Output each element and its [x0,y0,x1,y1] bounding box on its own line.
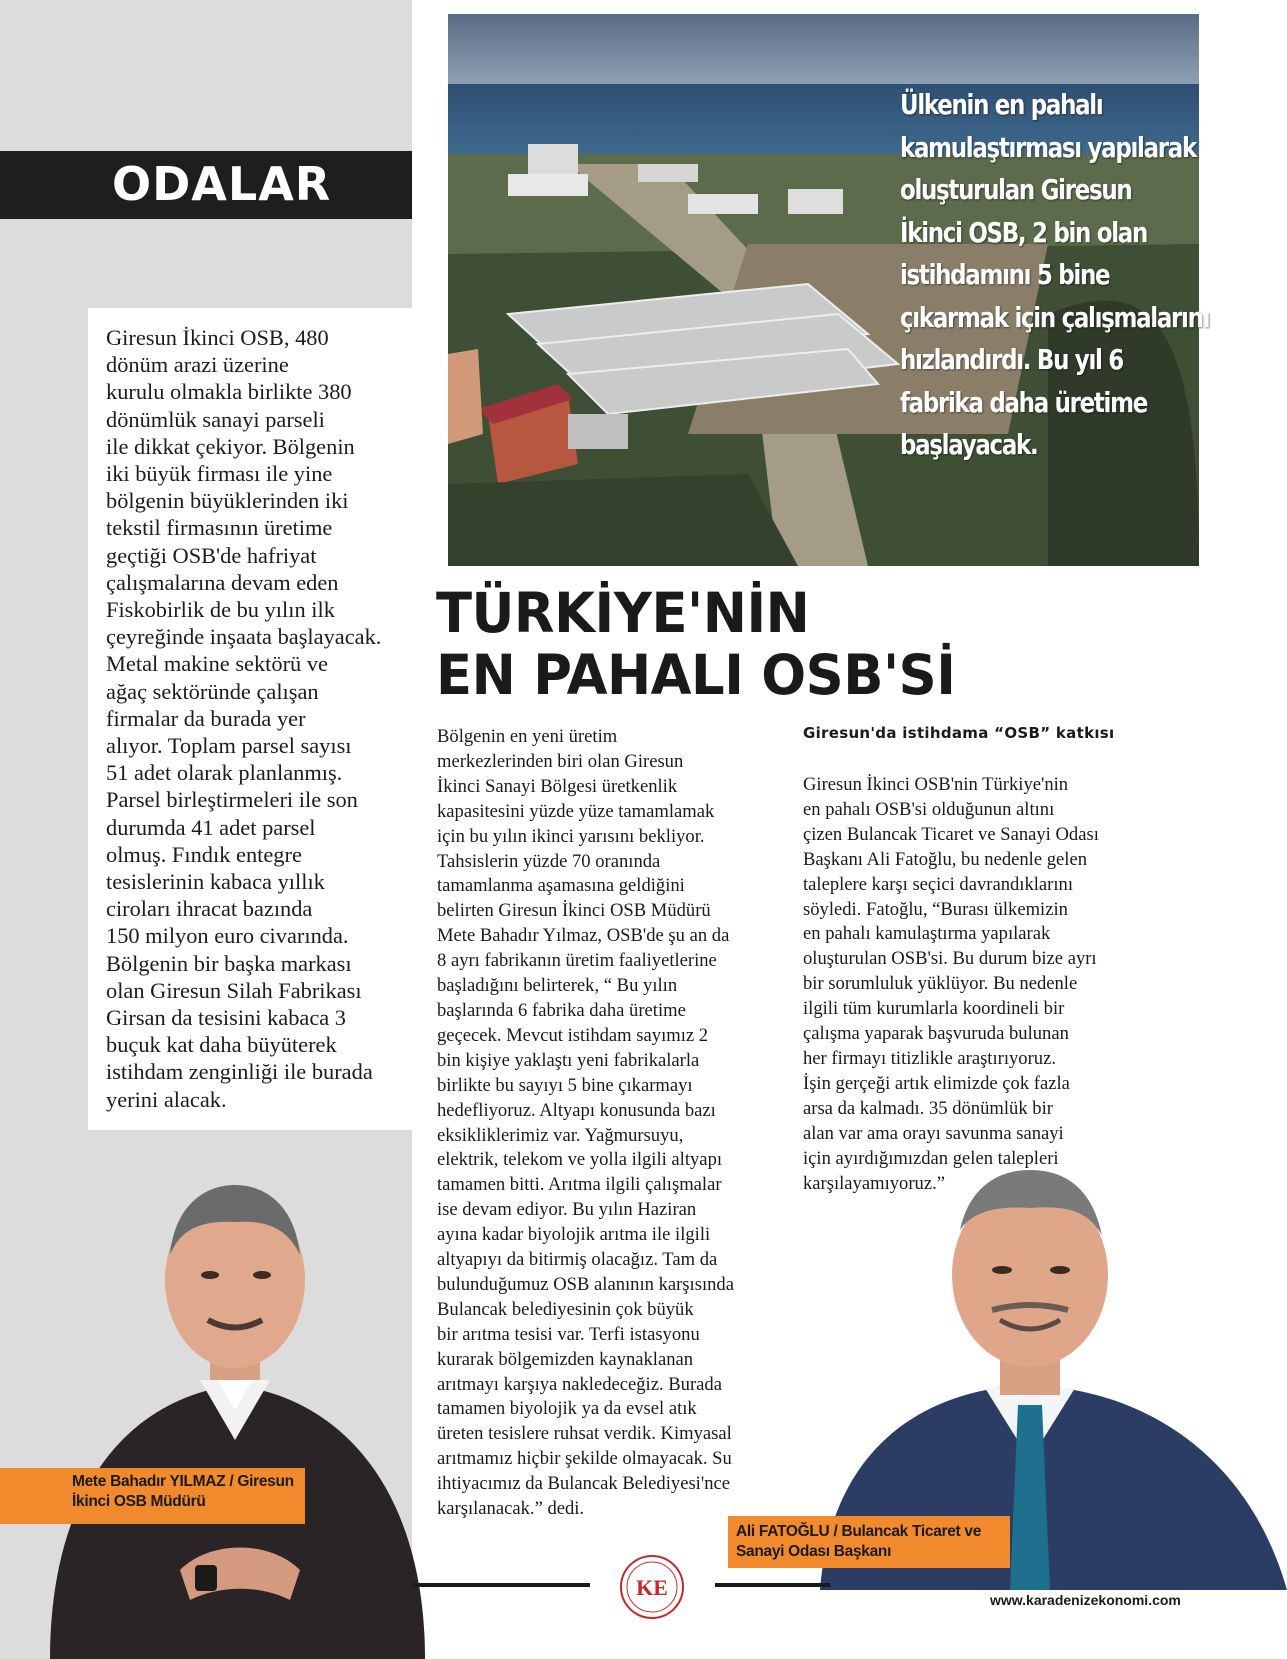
sidebar-line: Giresun İkinci OSB, 480 [106,325,329,350]
hero-line: Ülkenin en pahalı [900,88,1103,121]
hero-line: istihdamını 5 bine [900,258,1110,291]
article-line: ayına kadar biyolojik arıtma ile ilgili [437,1224,711,1246]
sidebar-line: ile dikkat çekiyor. Bölgenin [106,433,355,459]
article-line: altyapıyı da bitirmiş olacağız. Tam da [437,1249,718,1271]
article-line: arıtmayı karşıya nakledeceğiz. Burada [437,1373,722,1395]
sidebar-line: Parsel birleştirmeleri ile son [106,787,358,813]
sidebar-line: tesislerinin kabaca yıllık [106,869,325,895]
article-line: arıtmamız hiçbir şekilde olmayacak. Su [437,1448,732,1470]
mete-yilmaz-photo [30,1170,440,1659]
sidebar-line: iki büyük firması ile yine [106,461,333,487]
article-headline [436,582,955,706]
section-label: ODALAR [112,157,332,211]
article-line: bir arıtma tesisi var. Terfi istasyonu [437,1323,700,1345]
hero-line: başlayacak. [900,428,1038,461]
article-line: bulunduğumuz OSB alanının karşısında [437,1273,734,1295]
article-line: arsa da kalmadı. 35 dönümlük bir [803,1097,1053,1119]
article-line: Bulancak belediyesinin çok büyük [437,1298,694,1320]
article-line: geçecek. Mevcut istihdam sayımız 2 [437,1024,709,1046]
caption-mete-yilmaz [0,1468,305,1524]
article-line: elektrik, telekom ve yolla ilgili altyapı [437,1149,723,1171]
hero-line: İkinci OSB, 2 bin olan [900,215,1148,249]
sidebar-line: istihdam zenginliği ile burada [106,1059,373,1085]
caption-ali-fatoglu [728,1516,1010,1568]
article-line: bin kişiye yaklaştı yeni fabrikalarla [437,1049,700,1071]
article-line: üreten tesislere ruhsat verdik. Kimyasal [437,1423,732,1445]
sidebar-line: bölgenin büyüklerinden iki [106,488,349,514]
article-line: Giresun İkinci OSB'nin Türkiye'nin [803,774,1069,795]
sidebar-line: Metal makine sektörü ve [106,651,328,677]
article-line: her firmayı titizlikle araştırıyoruz. [803,1047,1056,1069]
article-line: başlarında 6 fabrika daha üretime [437,999,686,1021]
hero-line: çıkarmak için çalışmalarını [900,300,1210,334]
sidebar-line: yerini alacak. [106,1086,227,1112]
sidebar-line: 51 adet olarak planlanmış. [106,760,343,786]
article-line: bir sorumluluk yüklüyor. Bu nedenle [803,973,1078,995]
sidebar-box [88,308,412,1130]
sidebar-line: ağaç sektöründe çalışan [106,678,319,704]
sidebar-line: Fiskobirlik de bu yılın ilk [106,597,335,623]
hero-line: kamulaştırması yapılarak [900,130,1196,164]
sidebar-line: geçtiği OSB'de hafriyat [106,542,317,568]
caption-line: Mete Bahadır YILMAZ / Giresun [72,1473,294,1490]
website-url[interactable]: www.karadenizekonomi.com [990,1592,1181,1608]
article-line: ihtiyacımız da Bulancak Belediyesi'nce [437,1473,730,1495]
sidebar-line: Girsan da tesisini kabaca 3 [106,1005,346,1031]
article-line: söyledi. Fatoğlu, “Burası ülkemizin [803,898,1068,920]
article-line: çizen Bulancak Ticaret ve Sanayi Odası [803,823,1099,845]
headline-line: TÜRKİYE'NİN [436,581,810,645]
article-subhead: Giresun'da istihdama “OSB” katkısı [803,724,1115,742]
article-line: Tahsislerin yüzde 70 oranında [437,850,661,872]
article-line: İşin gerçeği artık elimizde çok fazla [803,1072,1070,1094]
article-line: karşılayamıyoruz.” [803,1172,945,1194]
article-line: 8 ayrı fabrikanın üretim faaliyetlerine [437,950,717,972]
sidebar-line: çalışmalarına devam eden [106,569,339,595]
sidebar-line: alıyor. Toplam parsel sayısı [106,733,352,759]
sidebar-line: olan Giresun Silah Fabrikası [106,977,362,1003]
article-line: belirten Giresun İkinci OSB Müdürü [437,900,711,922]
article-line: ilgili tüm kurumlarla koordineli bir [803,998,1065,1020]
sidebar-line: buçuk kat daha büyüterek [106,1032,337,1058]
hero-overlay-text [900,84,1210,467]
karadeniz-ekonomi-logo-icon [618,1553,686,1621]
article-line: başladığını belirterek, “ Bu yılın [437,975,678,997]
sidebar-line: kurulu olmakla birlikte 380 [106,379,352,405]
sidebar-line: olmuş. Fındık entegre [106,841,302,867]
sidebar-line: tekstil firmasının üretime [106,515,333,541]
article-column-1 [437,725,787,1522]
caption-line: Sanayi Odası Başkanı [736,1543,892,1560]
article-column-2 [803,773,1173,1196]
article-line: çalışma yaparak başvuruda bulunan [803,1023,1069,1045]
section-banner [0,151,412,219]
article-line: ise devam ediyor. Bu yılın Haziran [437,1199,697,1221]
footer-divider-left [412,1583,590,1587]
sidebar-line: dönümlük sanayi parseli [106,406,325,432]
article-line: eksikliklerimiz var. Yağmursuyu, [437,1124,684,1146]
sidebar-line: Bölgenin bir başka markası [106,950,352,976]
article-line: için ayırdığımızdan gelen talepleri [803,1147,1059,1169]
caption-line: Ali FATOĞLU / Bulancak Ticaret ve [736,1523,982,1540]
article-line: kurarak bölgemizden kaynaklanan [437,1348,694,1370]
article-line: Başkanı Ali Fatoğlu, bu nedenle gelen [803,848,1088,870]
headline-line: EN PAHALI OSB'Sİ [436,643,956,707]
article-line: birlikte bu sayıyı 5 bine çıkarmayı [437,1074,693,1096]
article-line: en pahalı OSB'si olduğunun altını [803,798,1055,820]
article-line: için bu yılın ikinci yarısını bekliyor. [437,825,705,847]
sidebar-line: 150 milyon euro civarında. [106,923,349,949]
sidebar-line: ciroları ihracat bazında [106,896,313,922]
article-line: taleplere karşı seçici davrandıklarını [803,873,1073,895]
sidebar-line: firmalar da burada yer [106,705,306,731]
article-line: tamamlanma aşamasına geldiğini [437,875,685,897]
article-line: karşılanacak.” dedi. [437,1498,585,1520]
caption-line: İkinci OSB Müdürü [72,1493,206,1510]
footer-divider-right [715,1583,830,1587]
article-line: hedefliyoruz. Altyapı konusunda bazı [437,1099,716,1121]
article-line: alan var ama orayı savunma sanayi [803,1122,1064,1144]
sidebar-text [106,324,406,1113]
hero-line: oluşturulan Giresun [900,173,1132,206]
article-line: tamamen biyolojik ya da evsel atık [437,1398,697,1420]
article-line: Bölgenin en yeni üretim [437,726,618,747]
article-line: İkinci Sanayi Bölgesi üretkenlik [437,775,678,797]
sidebar-line: durumda 41 adet parsel [106,814,316,840]
logo-text: KE [636,1575,668,1600]
hero-line: hızlandırdı. Bu yıl 6 [900,343,1123,376]
article-line: kapasitesini yüzde yüze tamamlamak [437,800,715,822]
sidebar-line: dönüm arazi üzerine [106,352,289,378]
sidebar-line: çeyreğinde inşaata başlayacak. [106,624,382,650]
article-line: Mete Bahadır Yılmaz, OSB'de şu an da [437,925,730,947]
article-line: oluşturulan OSB'si. Bu durum bize ayrı [803,948,1097,970]
hero-line: fabrika daha üretime [900,385,1147,419]
article-line: en pahalı kamulaştırma yapılarak [803,923,1051,945]
article-line: merkezlerinden biri olan Giresun [437,750,684,772]
article-line: tamamen bitti. Arıtma ilgili çalışmalar [437,1174,722,1196]
